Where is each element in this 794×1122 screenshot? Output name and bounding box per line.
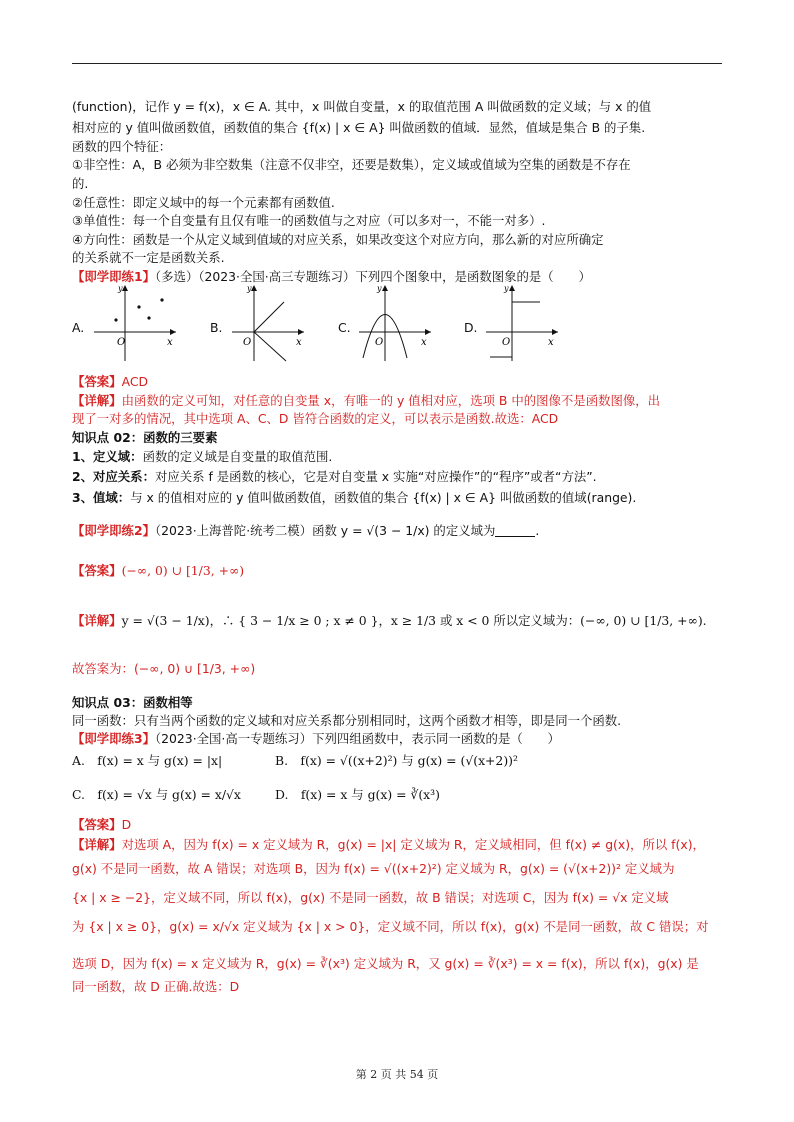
graph-d-origin: O [502,337,511,348]
answer-tag: 【答案】 [72,563,122,578]
section-title-kp03: 知识点 03：函数相等 [72,695,193,710]
graph-b-upper-ray [254,302,284,332]
intro-line-4: ①非空性：A，B 必须为非空数集（注意不仅非空，还要是数集），定义域或值域为空集的函数是不存在 [72,157,631,172]
intro-line-5: 的. [72,176,89,191]
exercise-2-text: （2023·上海普陀·统考二模）函数 y = √(3 − 1/x) 的定义域为 [154,523,496,538]
graph-b-y-label: y [247,284,252,293]
exercise-1-tag: 【即学即练1】 [72,269,155,284]
intro-line-3: 函数的四个特征： [72,139,172,154]
exercise-2-question [72,522,539,539]
graph-b-x-label: x [296,337,302,348]
exercise-2-tag: 【即学即练2】 [72,523,155,538]
graph-option-c [355,283,435,363]
exercise-3-detail-6: 同一函数，故 D 正确.故选：D [72,979,240,994]
kp02-line-1-text: 函数的定义域是自变量的取值范围. [142,449,333,464]
exercise-2-end: . [535,523,540,538]
graph-a-point [114,318,117,321]
graph-b-lower-ray [254,332,286,361]
answer-value: ACD [121,374,149,389]
graph-option-a-label: A. [72,320,85,335]
graph-option-a [90,283,180,363]
kp02-line-2-text: 对应关系 f 是函数的核心，它是对自变量 x 实施“对应操作”的“程序”或者“方法”. [154,469,597,484]
answer-value: D [121,817,132,832]
kp02-line-2-head: 2、对应关系： [72,469,155,484]
graph-c-y-label: y [377,284,382,293]
exercise-2-final: 故答案为：(−∞, 0) ∪ [1/3, +∞) [72,661,256,676]
answer-tag: 【答案】 [72,817,122,832]
intro-line-9: 的关系就不一定是函数关系. [72,250,225,265]
graph-d-x-label: x [548,337,554,348]
exercise-3-answer [72,816,131,833]
detail-text: y = √(3 − 1/x)，∴ { 3 − 1/x ≥ 0 ; x ≠ 0 }，x ≥ 1/3 或 x < 0 所以定义域为：(−∞, 0) ∪ [1/3, +∞). [121,613,707,628]
detail-text: 由函数的定义可知，对任意的自变量 x，有唯一的 y 值相对应，选项 B 中的图像不是函数图像，出 [121,393,661,408]
kp02-line-1 [72,448,332,465]
section-title-kp02: 知识点 02：函数的三要素 [72,430,218,445]
graph-a-point [160,298,163,301]
exercise-3-option-a: A. f(x) = x 与 g(x) = |x| [72,753,223,768]
detail-tag: 【详解】 [72,613,122,628]
graph-b-origin: O [243,337,252,348]
exercise-3-option-d: D. f(x) = x 与 g(x) = ∛(x³) [275,787,440,802]
graph-d-y-label: y [504,284,509,293]
exercise-2-detail [72,612,707,629]
kp02-line-3-head: 3、值域： [72,490,131,505]
graph-c-x-label: x [421,337,427,348]
graph-a-y-label: y [118,284,123,293]
kp02-line-3 [72,489,636,506]
exercise-3-option-b: B. f(x) = √((x+2)²) 与 g(x) = (√(x+2))² [275,753,518,768]
exercise-3-detail-2: g(x) 不是同一函数，故 A 错误；对选项 B，因为 f(x) = √((x+2)²) 定义域为 R，g(x) = (√(x+2))² 定义域为 [72,861,675,876]
kp02-line-3-text: 与 x 的值相对应的 y 值叫做函数值，函数值的集合 {f(x) | x ∈ A} 叫做函数的值域(range). [130,490,637,505]
page-footer: 第 2 页 共 54 页 [355,1068,439,1081]
kp02-line-1-head: 1、定义域： [72,449,143,464]
graph-option-c-label: C. [338,320,351,335]
detail-text: 对选项 A，因为 f(x) = x 定义域为 R，g(x) = |x| 定义域为 R，定义域相同，但 f(x) ≠ g(x)，所以 f(x)， [121,837,705,852]
answer-value: (−∞, 0) ∪ [1/3, +∞) [121,563,245,578]
exercise-3-detail-1 [72,836,705,853]
detail-tag: 【详解】 [72,837,122,852]
graph-option-d [482,283,562,363]
graph-option-b [228,283,308,363]
graph-a-point [137,305,140,308]
graph-option-b-label: B. [210,320,223,335]
graph-a-x-label: x [167,337,173,348]
intro-line-7: ③单值性：每一个自变量有且仅有唯一的函数值与之对应（可以多对一，不能一对多）. [72,213,546,228]
header-rule [72,63,722,64]
intro-line-1: (function)，记作 y = f(x)，x ∈ A. 其中，x 叫做自变量，x 的取值范围 A 叫做函数的定义域；与 x 的值 [72,99,652,114]
answer-tag: 【答案】 [72,374,122,389]
intro-line-8: ④方向性：函数是一个从定义域到值域的对应关系，如果改变这个对应方向，那么新的对应所确定 [72,232,604,247]
exercise-2-answer [72,562,244,579]
exercise-3-text: （2023·全国·高一专题练习）下列四组函数中，表示同一函数的是（ ） [154,731,560,746]
graph-a-origin: O [117,337,126,348]
exercise-3-detail-5: 选项 D，因为 f(x) = x 定义域为 R，g(x) = ∛(x³) 定义域为 R，又 g(x) = ∛(x³) = x = f(x)，所以 f(x)，g(x) 是 [72,956,699,971]
kp03-line-1: 同一函数：只有当两个函数的定义域和对应关系都分别相同时，这两个函数才相等，即是同一个函数. [72,713,622,728]
exercise-3-tag: 【即学即练3】 [72,731,155,746]
exercise-1-answer [72,373,148,390]
graph-c-origin: O [375,337,384,348]
intro-line-6: ②任意性：即定义域中的每一个元素都有函数值. [72,195,335,210]
exercise-1-detail-2: 现了一对多的情况，其中选项 A、C、D 皆符合函数的定义，可以表示是函数.故选：ACD [72,411,559,426]
kp02-line-2 [72,468,597,485]
answer-blank [495,524,535,537]
exercise-3-detail-3: {x | x ≥ −2}，定义域不同，所以 f(x)，g(x) 不是同一函数，故 B 错误；对选项 C，因为 f(x) = √x 定义域 [72,890,669,905]
detail-tag: 【详解】 [72,393,122,408]
exercise-3-detail-4: 为 {x | x ≥ 0}，g(x) = x/√x 定义域为 {x | x > 0}，定义域不同，所以 f(x)，g(x) 不是同一函数，故 C 错误；对 [72,919,709,934]
graph-option-d-label: D. [464,320,478,335]
exercise-3-question [72,730,560,747]
exercise-3-option-c: C. f(x) = √x 与 g(x) = x/√x [72,787,241,802]
graph-a-point [147,316,150,319]
exercise-1-text: （多选）（2023·全国·高三专题练习）下列四个图象中，是函数图象的是（ ） [154,269,591,284]
exercise-1-detail-1 [72,392,660,409]
intro-line-2: 相对应的 y 值叫做函数值，函数值的集合 {f(x) | x ∈ A} 叫做函数的值域．显然，值域是集合 B 的子集. [72,120,646,135]
